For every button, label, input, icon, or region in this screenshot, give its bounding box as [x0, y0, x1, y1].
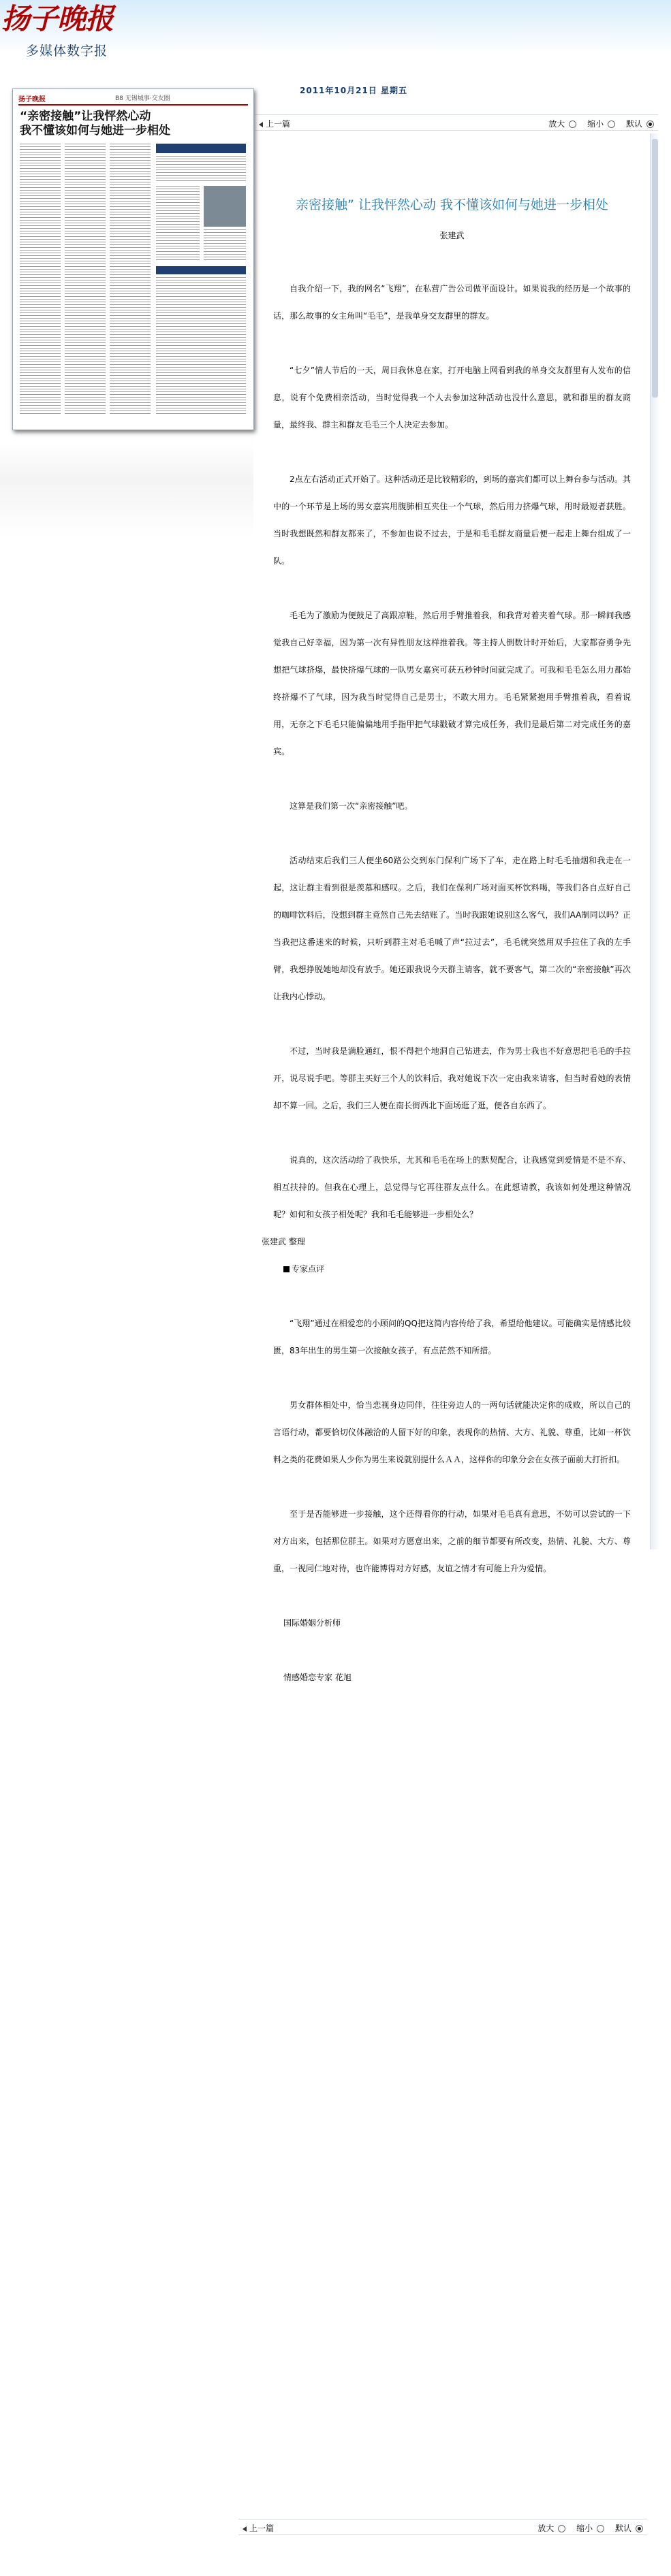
- thumb-headline[interactable]: “亲密接触”让我怦然心动 我不懂该如何与她进一步相处: [20, 110, 170, 138]
- font-large-option[interactable]: 放大: [533, 2524, 565, 2533]
- radio-icon[interactable]: [558, 2525, 565, 2532]
- newspaper-logo[interactable]: [1, 1, 123, 37]
- article-paragraph: 不过，当时我是满脸通红，恨不得把个地洞自己钻进去，作为男士我也不好意思把毛毛的手拉开，说尽说手吧。等群主买好三个人的饮料后，我对她说下次一定由我来请客，但当时看她的表情却不算一回。之后，我们三人便在南长街西北下面场逛了逛，便各自东西了。: [273, 1046, 631, 1110]
- prev-label: 上一篇: [249, 2524, 275, 2533]
- article-body: [256, 133, 648, 1691]
- scrollbar-thumb[interactable]: [652, 139, 658, 398]
- thumb-text-column: [156, 277, 246, 416]
- article-paragraph: 2点左右活动正式开始了。这种活动还是比较精彩的，到场的嘉宾们都可以上舞台参与活动。其中的一个环节是上场的男女嘉宾用腹肺相互夹住一个气球，然后用力挤爆气球，用时最短者获胜。当时我想既然和群友都来了，不参加也说不过去，于是和毛毛群友商量后便一起走上舞台组成了一队。: [273, 474, 631, 566]
- article-paragraph: 自我介绍一下，我的网名“飞翔”，在私营广告公司做平面设计。如果说我的经历是一个故事的话，那么故事的女主角叫“毛毛”，是我单身交友群里的群友。: [273, 284, 631, 321]
- site-subtitle: 多媒体数字报: [26, 44, 108, 59]
- thumb-text-column: [156, 156, 246, 183]
- radio-icon[interactable]: [597, 2525, 604, 2532]
- radio-icon[interactable]: [569, 120, 576, 128]
- article-paragraph: 说真的，这次活动给了我快乐，尤其和毛毛在场上的默契配合，让我感觉到爱情是不是不弃、相互扶持的。但我在心理上，总觉得与它再往群友点什么。在此想请教，我该如何处理这种情况呢？如何和女孩子相处呢？我和毛毛能够进一步相处么？: [273, 1155, 631, 1219]
- thumb-section: B8 无锡城事·交友圈: [115, 95, 170, 102]
- expert-paragraph: “飞翔”通过在相爱恋的小顾问的QQ把这简内容传给了我，希望给他建议。可能确实是情感比较匮，83年出生的男生第一次接触女孩子，有点茫然不知所措。: [273, 1319, 631, 1355]
- font-small-option[interactable]: 缩小: [583, 119, 615, 129]
- shadow-panel: [0, 442, 253, 538]
- article-title: 亲密接触” 让我怦然心动 我不懂该如何与她进一步相处: [296, 197, 608, 212]
- issue-date: 2011年10月21日 星期五: [300, 86, 407, 95]
- radio-icon[interactable]: [608, 120, 615, 128]
- prev-article-link[interactable]: [259, 118, 290, 129]
- font-small-option[interactable]: 缩小: [572, 2524, 604, 2533]
- thumb-rule: [18, 104, 248, 106]
- left-arrow-icon: [259, 122, 263, 127]
- prev-label: 上一篇: [266, 119, 291, 129]
- thumb-text-column: [156, 186, 200, 261]
- logo-text: 扬子晚报: [1, 2, 114, 35]
- font-default-option[interactable]: 默认: [622, 119, 654, 129]
- expert-name: 情感婚恋专家 花旭: [283, 1673, 352, 1682]
- radio-selected-icon[interactable]: [636, 2525, 643, 2532]
- font-size-controls: [529, 2522, 643, 2534]
- page-thumbnail[interactable]: [12, 88, 254, 430]
- thumb-text-column: [65, 144, 106, 416]
- expert-paragraph: 男女群体相处中，恰当恋视身边同伴，往往旁边人的一两句话就能决定你的成败，所以自己的言语行动，都要恰切仪体融洽的人留下好的印象，表现你的热情、大方、礼貌、尊重，比如一杯饮料之类的花费如果人少你为男生来说就别提什么ＡＡ，这样你的印象分会在女孩子面前大打折扣。: [273, 1400, 631, 1464]
- prev-article-link[interactable]: [243, 2522, 274, 2534]
- article-paragraph: 活动结束后我们三人便坐60路公交到东门保利广场下了车，走在路上时毛毛抽烟和我走在一起，这让群主看到很是羡慕和感叹。之后，我们在保利广场对面买杯饮料喝，等我们各自点好自己的咖啡饮料后，没想到群主竟然自己先去结账了。当时我跟她说别这么客气，我们AA制同以吗？正当我把这番迷来的时候，只听到群主对毛毛喊了声“拉过去”，毛毛就突然用双手拉住了我的左手臂，我想挣脱她地却没有放手。她还跟我说今天群主请客，就不要客气，第二次的“亲密接触”再次让我内心悸动。: [273, 856, 631, 1001]
- font-size-controls: [540, 118, 654, 129]
- article-nav-top: [255, 114, 658, 131]
- article-author: 张建武: [439, 231, 465, 240]
- article-signature: 张建武 整理: [262, 1237, 305, 1246]
- thumb-paper-name: 扬子晚报: [18, 96, 46, 103]
- radio-selected-icon[interactable]: [646, 120, 654, 128]
- thumb-box-heading: [156, 144, 246, 153]
- thumb-text-column: [110, 144, 151, 416]
- left-arrow-icon: [243, 2526, 247, 2532]
- scrollbar[interactable]: [650, 133, 660, 1549]
- section-heading: 专家点评: [283, 1255, 621, 1283]
- thumb-text-column: [20, 144, 61, 416]
- font-large-option[interactable]: 放大: [544, 119, 576, 129]
- thumb-box-heading: [156, 266, 246, 274]
- header-banner: [0, 0, 671, 63]
- square-bullet-icon: [283, 1266, 290, 1272]
- article-nav-bottom: [238, 2519, 647, 2535]
- article-paragraph: 毛毛为了激励为便鼓足了高跟凉鞋，然后用手臂推着我，和我背对着夹着气球。那一瞬间我感觉我自己好幸福，因为第一次有异性朋友这样推着我。等主持人倒数计时开始后，大家都奋勇争先想把气球挤爆，最快挤爆气球的一队男女嘉宾可获五秒钟时间就完成了。可我和毛毛怎么用力都始终挤爆不了气球，因为我当时觉得自己是男士，不敢大用力。毛毛紧紧抱用手臂推着我，看着说用，无奈之下毛毛只能偏偏地用手指甲把气球戳破才算完成任务，我们是最后第二对完成任务的嘉宾。: [273, 611, 631, 756]
- expert-paragraph: 至于是否能够进一步接触，这个还得看你的行动，如果对毛毛真有意思，不妨可以尝试的一下对方出来，包括那位群主。如果对方愿意出来，之前的细节都要有所改变，热情、礼貌、大方、尊重，一视同仁地对待，也许能博得对方好感，友谊之情才有可能上升为爱情。: [273, 1509, 631, 1573]
- thumb-photo: [204, 186, 246, 227]
- article-paragraph: 这算是我们第一次“亲密接触”吧。: [290, 801, 413, 811]
- article-paragraph: “七夕”情人节后的一天，周日我休息在家，打开电脑上网看到我的单身交友群里有人发布的信息，说有个免费相亲活动，当时觉得我一个人去参加这种活动也没什么意思，就和群里的群友商量，最终我、群主和群友毛毛三个人决定去参加。: [273, 366, 631, 430]
- expert-org: 国际婚姻分析师: [283, 1618, 341, 1628]
- thumb-text-column: [204, 229, 246, 261]
- font-default-option[interactable]: 默认: [611, 2524, 643, 2533]
